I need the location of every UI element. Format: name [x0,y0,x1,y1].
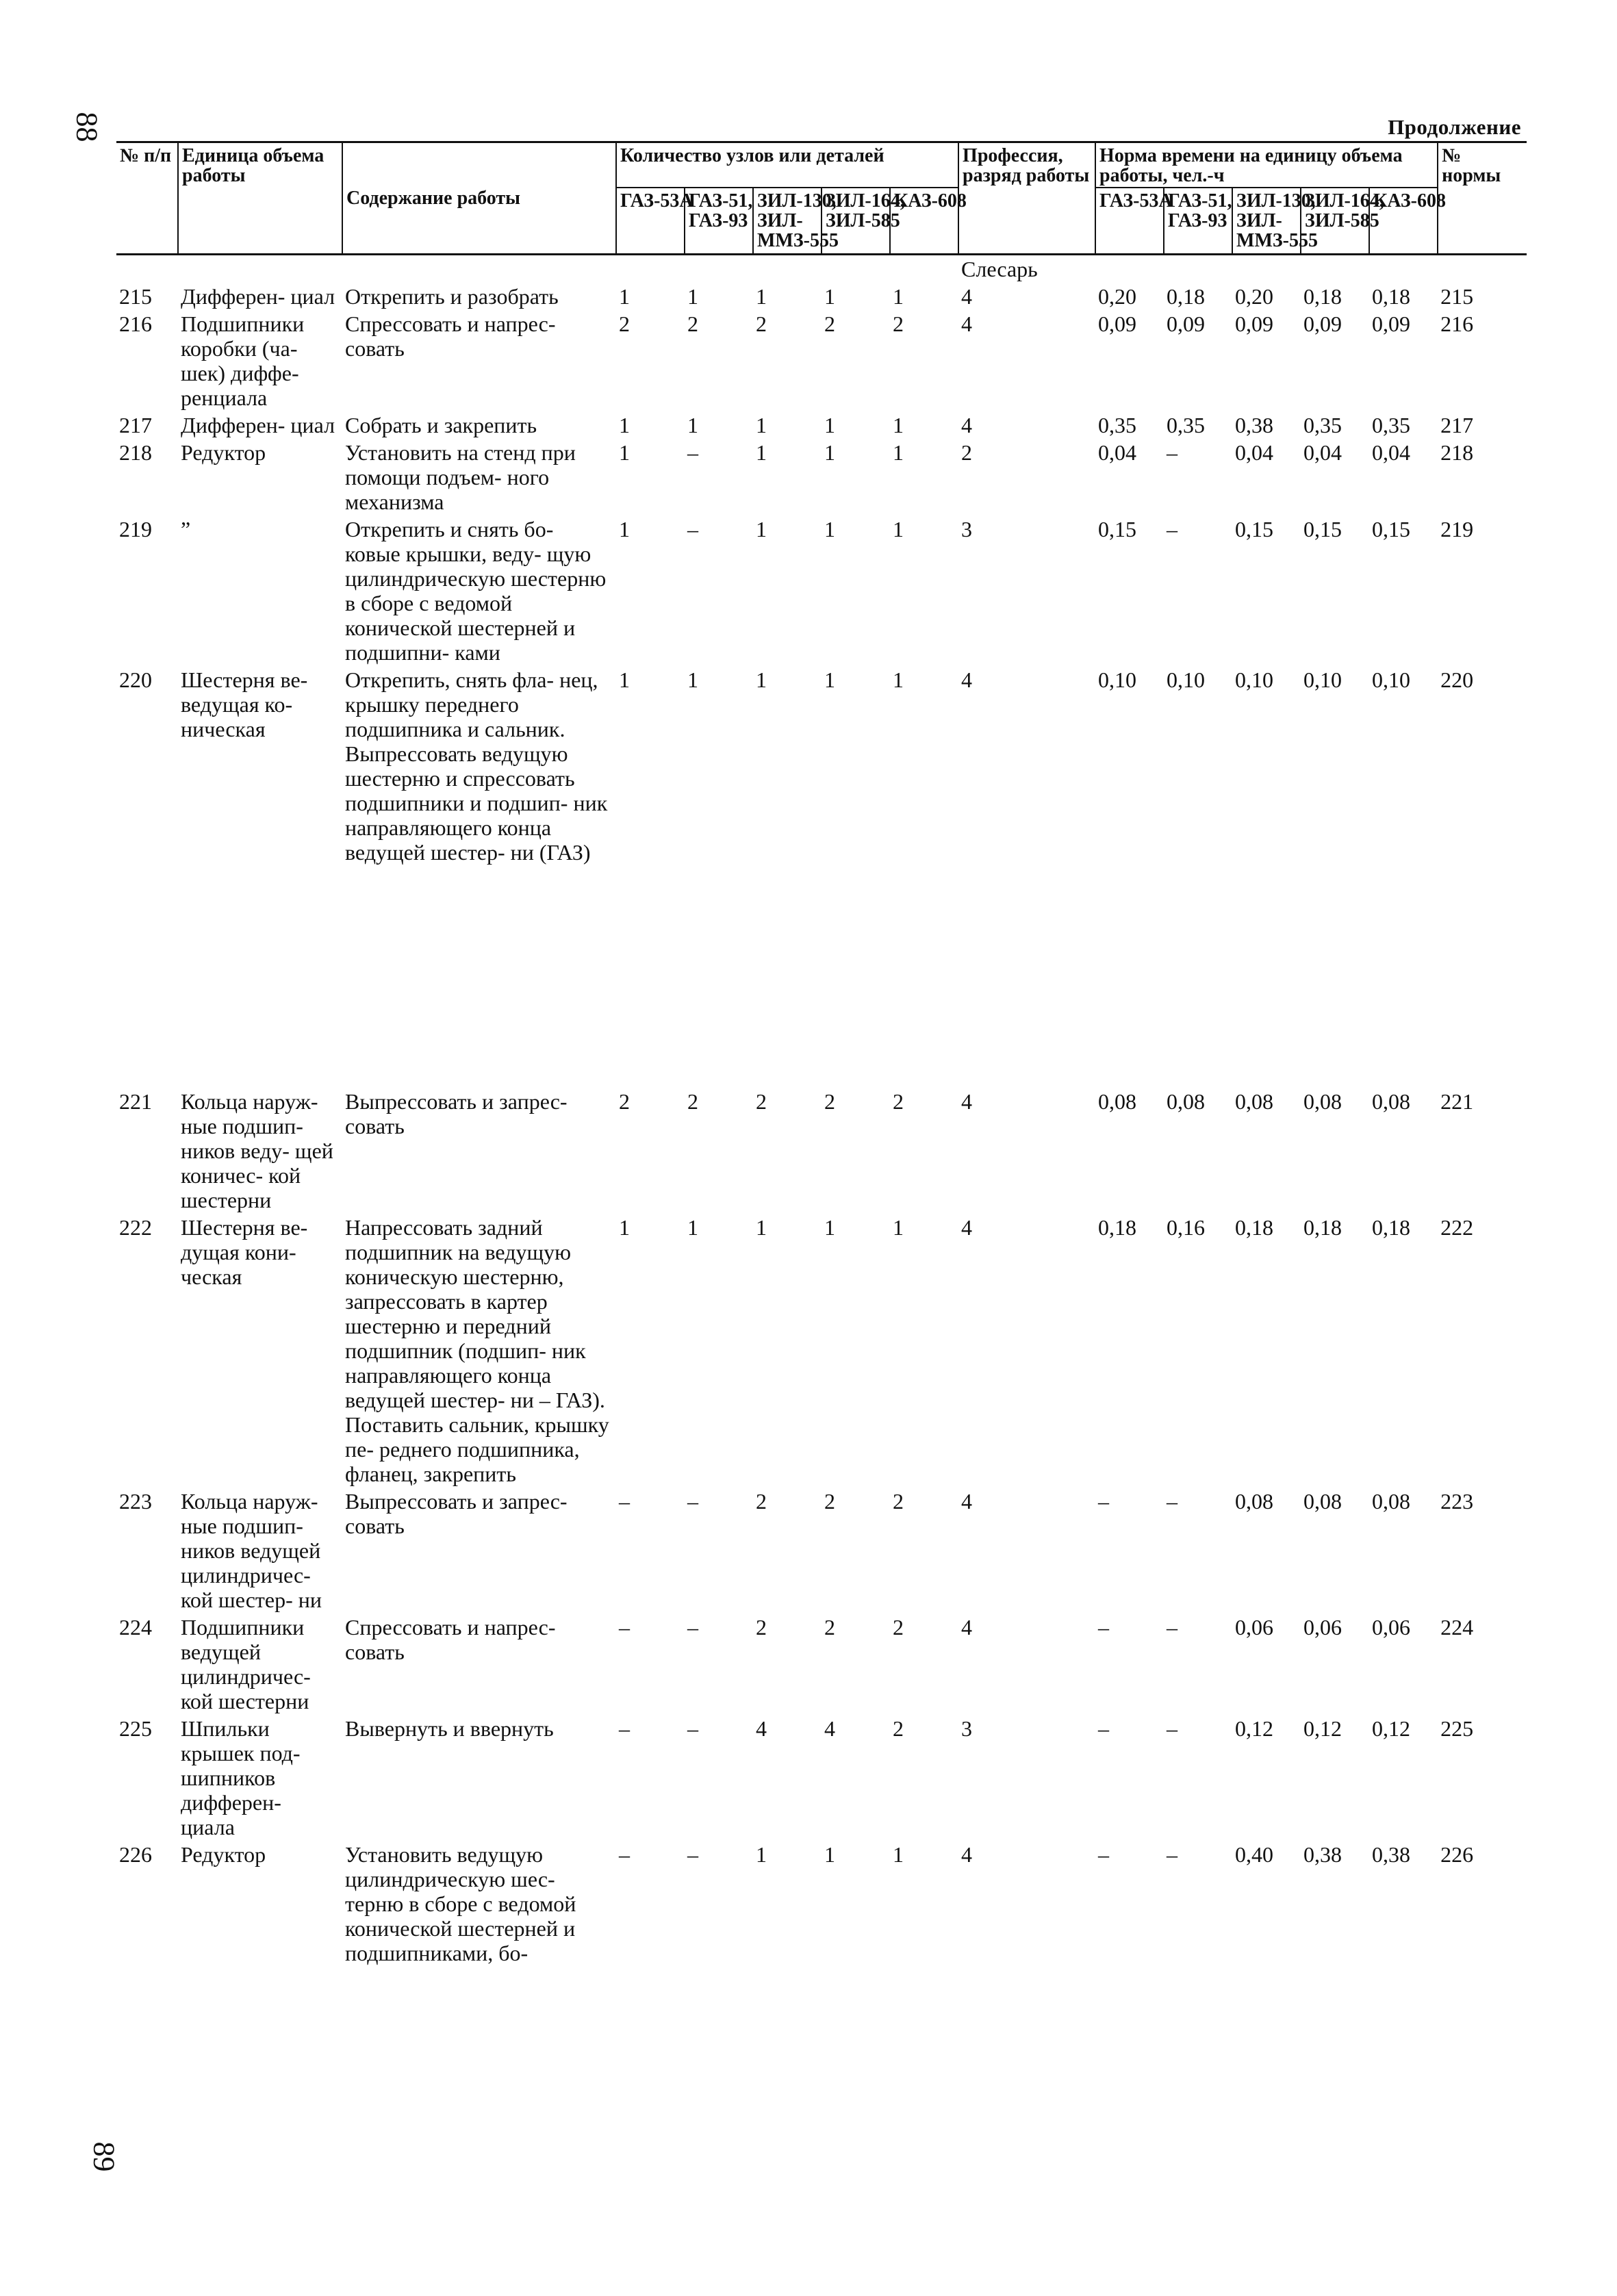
grade-cell: 4 [961,413,973,437]
norm-cell: 0,35 [1167,413,1206,437]
quantity-cell: 2 [756,1489,767,1514]
grade-cell: 4 [961,1215,973,1240]
quantity-cell: 1 [893,667,904,692]
norm-number: 222 [1440,1215,1474,1240]
quantity-cell: 2 [687,311,698,336]
norm-cell: 0,09 [1167,311,1206,336]
norm-cell: – [1098,1489,1110,1514]
norm-number: 216 [1440,311,1474,336]
norm-cell: 0,10 [1167,667,1206,692]
quantity-cell: 2 [619,311,630,336]
norm-cell: 0,15 [1235,517,1274,541]
quantity-cell: 2 [756,1089,767,1114]
norm-cell: 0,40 [1235,1842,1274,1867]
norm-cell: 0,15 [1098,517,1137,541]
norm-cell: 0,35 [1098,413,1137,437]
page-number-top: 88 [70,112,104,142]
norm-cell: 0,35 [1303,413,1342,437]
quantity-cell: 2 [824,1089,835,1114]
norm-cell: 0,09 [1098,311,1137,336]
norm-cell: 0,38 [1235,413,1274,437]
work-unit: Дифферен- циал [181,284,335,309]
header-content: Содержание работы [342,142,616,255]
row-number: 221 [119,1089,152,1114]
quantity-cell: 1 [756,1842,767,1867]
row-number: 222 [119,1215,152,1240]
work-norms-table [116,141,1527,1967]
norm-cell: 0,12 [1372,1716,1411,1741]
norm-number: 221 [1440,1089,1474,1114]
quantity-cell: – [687,1615,698,1640]
norm-cell: 0,08 [1098,1089,1137,1114]
quantity-cell: 1 [687,284,698,309]
quantity-cell: – [687,1489,698,1514]
work-unit: Кольца наруж- ные подшип- ников веду- щей коничес- кой шестерни [181,1089,333,1212]
profession-label: Слесарь [961,257,1038,281]
quantity-cell: – [687,1716,698,1741]
norm-cell: 0,09 [1235,311,1274,336]
quantity-cell: 1 [756,284,767,309]
quantity-cell: 2 [893,311,904,336]
table-row [116,1088,1527,1214]
table-row [116,1214,1527,1488]
norm-cell: 0,10 [1098,667,1137,692]
norm-number: 215 [1440,284,1474,309]
quantity-cell: 1 [824,667,835,692]
norm-cell: 0,08 [1372,1089,1411,1114]
norm-cell: – [1167,517,1178,541]
quantity-cell: 1 [824,413,835,437]
quantity-cell: – [687,440,698,465]
norm-cell: 0,08 [1303,1489,1342,1514]
work-unit: Редуктор [181,440,266,465]
norm-number: 220 [1440,667,1474,692]
quantity-cell: 2 [893,1615,904,1640]
work-unit: Подшипники ведущей цилиндричес- кой шестерни [181,1615,311,1713]
header-qty-col: КАЗ-608 [890,188,958,255]
quantity-cell: 1 [893,517,904,541]
table-row [116,411,1527,439]
norm-cell: 0,18 [1098,1215,1137,1240]
table-header [116,142,1527,255]
work-content: Установить на стенд при помощи подъем- ного механизма [345,440,576,514]
quantity-cell: 2 [893,1489,904,1514]
quantity-cell: 1 [824,284,835,309]
norm-cell: 0,08 [1167,1089,1206,1114]
norm-cell: 0,15 [1372,517,1411,541]
header-norm-col: КАЗ-608 [1369,188,1438,255]
quantity-cell: 2 [756,1615,767,1640]
quantity-cell: 2 [756,311,767,336]
norm-cell: – [1167,1615,1178,1640]
work-content: Открепить, снять фла- нец, крышку переднего подшипника и сальник. Выпрессовать ведущую шестерню и спрессовать подшипники и подшип- ник направляющего конца ведущей шестер- ни (ГАЗ) [345,667,608,865]
work-unit: Шпильки крышек под- шипников дифферен- циала [181,1716,301,1839]
work-content: Выпрессовать и запрес- совать [345,1089,568,1138]
header-norm-col: ГАЗ-53А [1095,188,1164,255]
table-body [116,255,1527,1967]
work-unit: Кольца наруж- ные подшип- ников ведущей цилиндричес- кой шестер- ни [181,1489,322,1612]
norm-number: 226 [1440,1842,1474,1867]
norm-number: 219 [1440,517,1474,541]
row-number: 219 [119,517,152,541]
table-row [116,439,1527,515]
norm-cell: 0,18 [1303,284,1342,309]
table-row [116,1613,1527,1715]
row-number: 220 [119,667,152,692]
work-content: Установить ведущую цилиндрическую шес- терню в сборе с ведомой конической шестерней и подшипниками, бо- [345,1842,576,1965]
table-row [116,515,1527,666]
table-row [116,1488,1527,1613]
grade-cell: 2 [961,440,973,465]
header-qty-col: ЗИЛ-164, ЗИЛ-585 [822,188,890,255]
norm-cell: 0,08 [1303,1089,1342,1114]
header-no: № п/п [116,142,178,255]
quantity-cell: 1 [619,413,630,437]
quantity-cell: 1 [893,413,904,437]
quantity-cell: 2 [893,1716,904,1741]
norm-cell: 0,18 [1235,1215,1274,1240]
norm-cell: 0,09 [1303,311,1342,336]
grade-cell: 4 [961,1842,973,1867]
header-norm-no: № нормы [1438,142,1527,255]
table-row [116,666,1527,866]
quantity-cell: 1 [893,1215,904,1240]
header-qty-col: ГАЗ-53А [616,188,685,255]
row-number: 215 [119,284,152,309]
norm-number: 224 [1440,1615,1474,1640]
work-content: Собрать и закрепить [345,413,537,437]
quantity-cell: 1 [756,1215,767,1240]
header-unit: Единица объема работы [178,142,342,255]
work-content: Спрессовать и напрес- совать [345,1615,556,1664]
quantity-cell: 1 [619,284,630,309]
norm-cell: 0,08 [1235,1089,1274,1114]
row-number: 226 [119,1842,152,1867]
norm-cell: – [1098,1615,1110,1640]
norm-cell: 0,04 [1098,440,1137,465]
norm-cell: 0,09 [1372,311,1411,336]
norm-cell: 0,38 [1372,1842,1411,1867]
grade-cell: 4 [961,1615,973,1640]
grade-cell: 3 [961,517,973,541]
quantity-cell: – [619,1842,630,1867]
quantity-cell: 1 [824,1842,835,1867]
work-unit: Подшипники коробки (ча- шек) диффе- ренциала [181,311,305,410]
quantity-cell: – [687,1842,698,1867]
norm-cell: – [1167,1489,1178,1514]
row-number: 224 [119,1615,152,1640]
quantity-cell: 1 [824,1215,835,1240]
quantity-cell: 1 [893,1842,904,1867]
profession-row [116,255,1527,283]
quantity-cell: 2 [824,311,835,336]
quantity-cell: – [619,1489,630,1514]
quantity-cell: 2 [824,1615,835,1640]
quantity-cell: 1 [619,517,630,541]
header-profession: Профессия, разряд работы [958,142,1095,255]
header-norm-col: ГАЗ-51, ГАЗ-93 [1164,188,1232,255]
work-content: Вывернуть и ввернуть [345,1716,554,1741]
quantity-cell: 1 [619,1215,630,1240]
quantity-cell: 4 [824,1716,835,1741]
norm-cell: – [1167,1842,1178,1867]
norm-number: 225 [1440,1716,1474,1741]
quantity-cell: 2 [824,1489,835,1514]
norm-number: 217 [1440,413,1474,437]
norm-cell: 0,20 [1235,284,1274,309]
norm-cell: 0,18 [1372,284,1411,309]
norm-cell: 0,20 [1098,284,1137,309]
row-number: 223 [119,1489,152,1514]
grade-cell: 4 [961,284,973,309]
norm-cell: 0,10 [1235,667,1274,692]
header-qty-col: ГАЗ-51, ГАЗ-93 [685,188,753,255]
quantity-cell: – [619,1716,630,1741]
norm-cell: – [1167,1716,1178,1741]
norm-cell: 0,35 [1372,413,1411,437]
quantity-cell: 2 [687,1089,698,1114]
norm-cell: 0,38 [1303,1842,1342,1867]
work-content: Спрессовать и напрес- совать [345,311,556,361]
norm-cell: 0,04 [1303,440,1342,465]
quantity-cell: 1 [893,284,904,309]
norm-cell: 0,10 [1303,667,1342,692]
row-number: 217 [119,413,152,437]
quantity-cell: 2 [893,1089,904,1114]
work-unit: Шестерня ве- дущая кони- ческая [181,1215,308,1289]
norm-cell: 0,18 [1167,284,1206,309]
work-content: Выпрессовать и запрес- совать [345,1489,568,1538]
grade-cell: 3 [961,1716,973,1741]
work-content: Открепить и разобрать [345,284,559,309]
norm-cell: – [1098,1716,1110,1741]
table-row [116,310,1527,411]
work-unit: Шестерня ве- ведущая ко- ническая [181,667,308,741]
norm-cell: – [1098,1842,1110,1867]
quantity-cell: 1 [687,1215,698,1240]
table-row [116,1715,1527,1841]
page-number-bottom: 89 [87,2141,121,2172]
continuation-label: Продолжение [1388,115,1521,139]
row-number: 225 [119,1716,152,1741]
norm-cell: 0,06 [1235,1615,1274,1640]
table-row [116,283,1527,310]
work-unit: ” [181,517,191,541]
quantity-cell: 1 [756,413,767,437]
table-row [116,1841,1527,1967]
quantity-cell: 1 [619,440,630,465]
norm-cell: 0,12 [1303,1716,1342,1741]
quantity-cell: 1 [893,440,904,465]
norm-cell: 0,08 [1372,1489,1411,1514]
work-unit: Редуктор [181,1842,266,1867]
quantity-cell: 1 [824,517,835,541]
norm-cell: 0,10 [1372,667,1411,692]
norm-cell: – [1167,440,1178,465]
header-qty-col: ЗИЛ-130, ЗИЛ-ММЗ-555 [753,188,822,255]
norm-number: 218 [1440,440,1474,465]
header-norm-col: ЗИЛ-164, ЗИЛ-585 [1301,188,1369,255]
quantity-cell: 4 [756,1716,767,1741]
quantity-cell: 1 [756,667,767,692]
header-qty-group: Количество узлов или деталей [616,142,958,188]
norm-cell: 0,12 [1235,1716,1274,1741]
work-unit: Дифферен- циал [181,413,335,437]
norm-cell: 0,06 [1303,1615,1342,1640]
grade-cell: 4 [961,1089,973,1114]
quantity-cell: – [687,517,698,541]
norm-cell: 0,18 [1372,1215,1411,1240]
quantity-cell: 1 [756,517,767,541]
work-content: Напрессовать задний подшипник на ведущую коническую шестерню, запрессовать в картер шестерню и передний подшипник (подшип- ник направляющего конца ведущей шестер- ни – ГАЗ). Поставить сальник, крышку пе- реднего подшипника, фланец, закрепить [345,1215,609,1486]
quantity-cell: 1 [687,667,698,692]
page-gap [116,866,1527,1088]
norm-cell: 0,04 [1235,440,1274,465]
grade-cell: 4 [961,667,973,692]
quantity-cell: – [619,1615,630,1640]
norm-cell: 0,15 [1303,517,1342,541]
quantity-cell: 1 [824,440,835,465]
work-content: Открепить и снять бо- ковые крышки, веду- щую цилиндрическую шестерню в сборе с ведомой конической шестерней и подшипни- ками [345,517,607,665]
grade-cell: 4 [961,311,973,336]
norm-cell: 0,18 [1303,1215,1342,1240]
norm-cell: 0,04 [1372,440,1411,465]
norm-number: 223 [1440,1489,1474,1514]
quantity-cell: 2 [619,1089,630,1114]
norm-cell: 0,16 [1167,1215,1206,1240]
norm-cell: 0,08 [1235,1489,1274,1514]
quantity-cell: 1 [687,413,698,437]
quantity-cell: 1 [756,440,767,465]
grade-cell: 4 [961,1489,973,1514]
row-number: 216 [119,311,152,336]
quantity-cell: 1 [619,667,630,692]
header-norm-group: Норма времени на единицу объема работы, чел.-ч [1095,142,1438,188]
norm-cell: 0,06 [1372,1615,1411,1640]
header-norm-col: ЗИЛ-130, ЗИЛ-ММЗ-555 [1232,188,1301,255]
row-number: 218 [119,440,152,465]
